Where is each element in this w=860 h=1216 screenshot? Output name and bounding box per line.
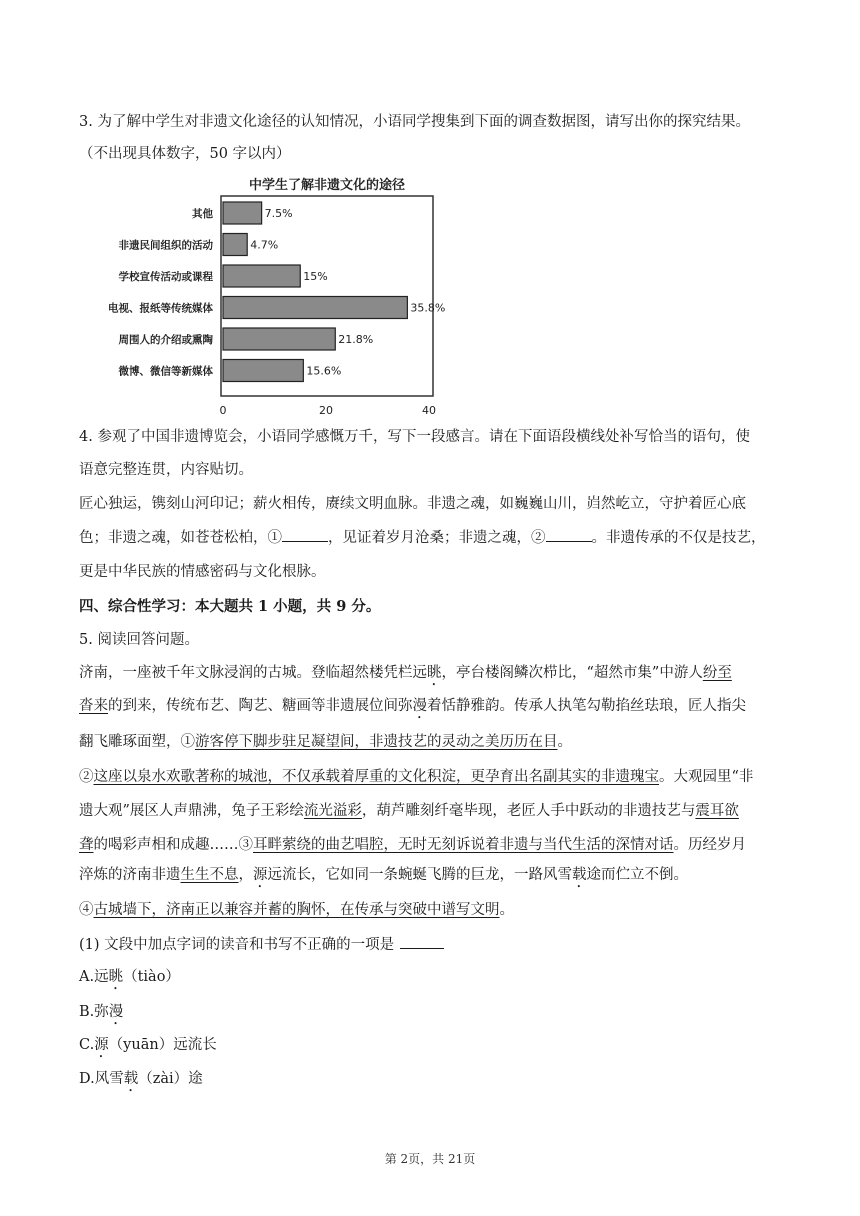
bar	[223, 202, 262, 224]
underlined-phrase: 流光溢彩	[303, 803, 362, 819]
underlined-phrase: 生生不息	[180, 867, 239, 883]
option-a[interactable]: A.远眺（tiào）	[79, 969, 180, 985]
dotted-char: 源	[253, 867, 268, 883]
underlined-phrase: 聋	[79, 837, 94, 853]
q5-passage-line3: 翻飞雕琢面塑，①游客停下脚步驻足凝望间，非遗技艺的灵动之美历历在目。	[79, 734, 572, 750]
answer-blank-choice[interactable]	[400, 934, 444, 949]
q4-passage-line1: 匠心独运，镌刻山河印记；薪火相传，赓续文明血脉。非遗之魂，如巍巍山川，岿然屹立，守护着匠心底	[79, 496, 746, 512]
bar-value-label: 7.5%	[264, 207, 293, 220]
dotted-char: 眺	[108, 969, 124, 985]
x-tick-label: 40	[422, 404, 436, 417]
dotted-char: 漫	[108, 1004, 124, 1020]
q5-passage-line1: 济南，一座被千年文脉浸润的古城。登临超然楼凭栏远眺，亭台楼阁鳞次栉比，“超然市集”中游人纷至	[79, 665, 732, 681]
bar-value-label: 15.6%	[306, 364, 342, 378]
dotted-char: 载	[572, 867, 587, 883]
bar-value-label: 4.7%	[250, 238, 279, 252]
option-b[interactable]: B.弥漫	[79, 1004, 124, 1020]
dotted-char: 载	[123, 1071, 139, 1087]
q4-passage-line2	[79, 527, 779, 549]
underlined-sentence-3: 耳畔萦绕的曲艺唱腔，无时无刻诉说着非遗与当代生活的深情对话	[253, 837, 674, 853]
underlined-sentence-4: 古城墙下，济南正以兼容并蓄的胸怀，在传承与突破中谱写文明	[93, 902, 500, 918]
x-tick-label: 0	[219, 404, 227, 417]
chart-bars	[108, 202, 445, 417]
q3-constraint: （不出现具体数字，50 字以内）	[79, 146, 291, 162]
category-label: 电视、报纸等传统媒体	[108, 302, 213, 315]
bar	[223, 234, 247, 256]
answer-blank-1[interactable]	[282, 527, 328, 542]
bar	[223, 265, 300, 287]
category-label: 学校宣传活动或课程	[118, 271, 213, 283]
category-label: 非遗民间组织的活动	[118, 239, 213, 252]
q4-prompt: 4. 参观了中国非遗博览会，小语同学感慨万千，写下一段感言。请在下面语段横线处补写恰当的语句，使	[79, 429, 750, 445]
answer-blank-2[interactable]	[546, 527, 592, 542]
underlined-sentence-2: 这座以泉水欢歌著称的城池，不仅承载着厚重的文化积淀，更孕育出名副其实的非遗瑰宝	[93, 769, 659, 785]
bar-value-label: 15%	[303, 270, 328, 283]
x-tick-label: 20	[319, 404, 333, 417]
sub-question-1: (1) 文段中加点字词的读音和书写不正确的一项是	[79, 934, 779, 956]
dotted-char: 漫	[412, 698, 427, 714]
section-heading: 四、综合性学习：本大题共 1 小题，共 9 分。	[79, 598, 381, 615]
bar	[223, 328, 335, 350]
q5-passage-line5: 遗大观”展区人声鼎沸，兔子王彩绘流光溢彩，葫芦雕刻纤毫毕现，老匠人手中跃动的非遗技艺与震耳欲	[79, 803, 739, 819]
q4-passage-line3: 更是中华民族的情感密码与文化根脉。	[79, 564, 326, 580]
q3-prompt: 3. 为了解中学生对非遗文化途径的认知情况，小语同学搜集到下面的调查数据图，请写出你的探究结果。	[79, 114, 750, 130]
bar-value-label: 35.8%	[410, 301, 446, 315]
dotted-char: 眺	[427, 665, 442, 681]
q4-text: 色；非遗之魂，如苍苍松柏，①	[79, 530, 282, 546]
survey-bar-chart	[79, 172, 446, 420]
underlined-phrase: 纷至	[702, 665, 732, 681]
bar	[223, 360, 303, 382]
category-label: 微博、微信等新媒体	[118, 365, 213, 378]
q5-passage-line7: 淬炼的济南非遗生生不息，源远流长，它如同一条蜿蜒飞腾的巨龙，一路风雪载途而伫立不倒。	[79, 867, 688, 883]
q4-text: 。非遗传承的不仅是技艺，	[591, 530, 766, 546]
option-c[interactable]: C.源（yuān）远流长	[79, 1037, 217, 1053]
q5-passage-line8: ④古城墙下，济南正以兼容并蓄的胸怀，在传承与突破中谱写文明。	[79, 902, 514, 918]
q5-passage-line6: 聋的喝彩声相和成趣……③耳畔萦绕的曲艺唱腔，无时无刻诉说着非遗与当代生活的深情对话。历经岁月	[79, 837, 746, 853]
q4-prompt-cont: 语意完整连贯，内容贴切。	[79, 462, 253, 478]
category-label: 周围人的介绍或熏陶	[118, 334, 213, 346]
bar	[223, 297, 407, 319]
underlined-phrase: 震耳欲	[695, 803, 739, 819]
q5-passage-line2: 沓来的到来，传统布艺、陶艺、糖画等非遗展位间弥漫着恬静雅韵。传承人执笔勾勒掐丝珐琅，匠人指尖	[79, 698, 746, 714]
chart-title: 中学生了解非遗文化的途径	[248, 178, 406, 193]
bar-value-label: 21.8%	[338, 333, 374, 346]
underlined-phrase: 沓来	[79, 698, 108, 714]
q5-intro: 5. 阅读回答问题。	[79, 632, 199, 648]
dotted-char: 源	[94, 1037, 109, 1053]
category-label: 其他	[192, 208, 213, 220]
page-footer: 第 2页，共 21页	[384, 1152, 476, 1166]
q5-passage-line4: ②这座以泉水欢歌著称的城池，不仅承载着厚重的文化积淀，更孕育出名副其实的非遗瑰宝。大观园里“非	[79, 769, 754, 785]
underlined-sentence-1: 游客停下脚步驻足凝望间，非遗技艺的灵动之美历历在目	[195, 734, 558, 750]
option-d[interactable]: D.风雪载（zài）途	[79, 1071, 203, 1087]
q4-text: ，见证着岁月沧桑；非遗之魂，②	[328, 530, 546, 546]
